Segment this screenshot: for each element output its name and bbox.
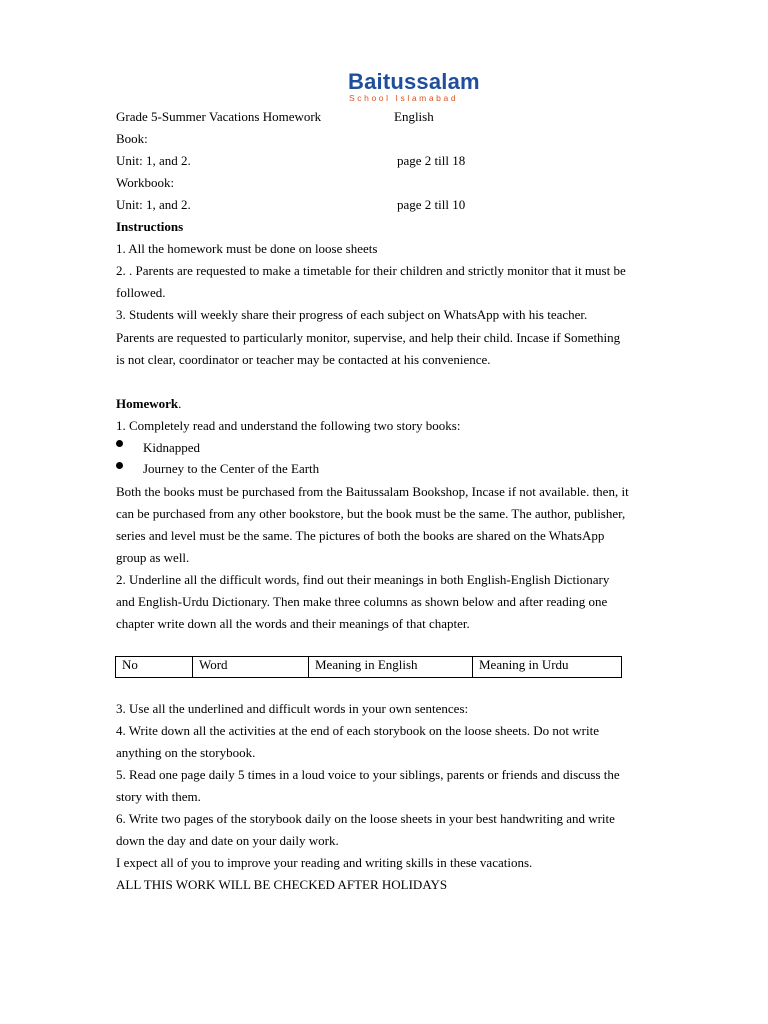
paragraph-line: Both the books must be purchased from the Baitussalam Bookshop, Incase if not available. then, it	[116, 484, 629, 499]
paragraph-line: I expect all of you to improve your reading and writing skills in these vacations.	[116, 855, 533, 870]
word-meaning-table	[115, 656, 622, 678]
paragraph-line: story with them.	[116, 789, 201, 804]
instruction-line: 3. Students will weekly share their progress of each subject on WhatsApp with his teacher.	[116, 307, 588, 322]
paragraph-line: 2. Underline all the difficult words, find out their meanings in both English-English Dictionary	[116, 572, 610, 587]
instruction-line: is not clear, coordinator or teacher may be contacted at his convenience.	[116, 352, 491, 367]
paragraph-line: 5. Read one page daily 5 times in a loud voice to your siblings, parents or friends and discuss the	[116, 767, 620, 782]
document-title: Grade 5-Summer Vacations Homework	[116, 109, 322, 124]
paragraph-line: 4. Write down all the activities at the end of each storybook on the loose sheets. Do not write	[116, 723, 600, 738]
book-label: Book:	[116, 131, 148, 146]
workbook-label: Workbook:	[116, 175, 175, 190]
book-list-item: Journey to the Center of the Earth	[143, 461, 320, 476]
book-list-item: Kidnapped	[143, 440, 201, 455]
table-row	[116, 657, 622, 678]
table-header-cell: No	[116, 657, 193, 678]
paragraph-line: chapter write down all the words and their meanings of that chapter.	[116, 616, 470, 631]
paragraph-line: and English-Urdu Dictionary. Then make three columns as shown below and after reading one	[116, 594, 608, 609]
bullet-icon	[116, 440, 123, 447]
logo-subtext: School Islamabad	[349, 93, 459, 103]
paragraph-line: down the day and date on your daily work.	[116, 833, 339, 848]
book-units: Unit: 1, and 2.	[116, 153, 191, 168]
paragraph-line: can be purchased from any other bookstore, but the book must be the same. The author, publisher,	[116, 506, 626, 521]
paragraph-line: 6. Write two pages of the storybook daily on the loose sheets in your best handwriting and write	[116, 811, 615, 826]
homework-heading-row	[116, 396, 181, 412]
bullet-icon	[116, 462, 123, 469]
workbook-pages: page 2 till 10	[397, 197, 466, 212]
school-logo	[348, 70, 478, 106]
homework-intro: 1. Completely read and understand the following two story books:	[116, 418, 461, 433]
paragraph-line: group as well.	[116, 550, 190, 565]
instruction-line: Parents are requested to particularly monitor, supervise, and help their child. Incase if Something	[116, 330, 621, 345]
instructions-heading: Instructions	[116, 219, 184, 234]
table-header-cell: Meaning in English	[309, 657, 473, 678]
homework-heading: Homework	[116, 396, 179, 411]
table-header-cell: Word	[193, 657, 309, 678]
instruction-line: 2. . Parents are requested to make a timetable for their children and strictly monitor that it must be	[116, 263, 626, 278]
homework-heading-suffix: .	[178, 396, 182, 411]
subject-label: English	[394, 109, 434, 124]
paragraph-line: series and level must be the same. The pictures of both the books are shared on the WhatsApp	[116, 528, 605, 543]
closing-notice: ALL THIS WORK WILL BE CHECKED AFTER HOLIDAYS	[116, 877, 448, 892]
instruction-line: 1. All the homework must be done on loose sheets	[116, 241, 378, 256]
book-pages: page 2 till 18	[397, 153, 466, 168]
workbook-units: Unit: 1, and 2.	[116, 197, 191, 212]
paragraph-line: anything on the storybook.	[116, 745, 256, 760]
paragraph-line: 3. Use all the underlined and difficult words in your own sentences:	[116, 701, 469, 716]
table-header-cell: Meaning in Urdu	[473, 657, 622, 678]
instruction-line: followed.	[116, 285, 166, 300]
logo-text: Baitussalam	[348, 69, 480, 94]
